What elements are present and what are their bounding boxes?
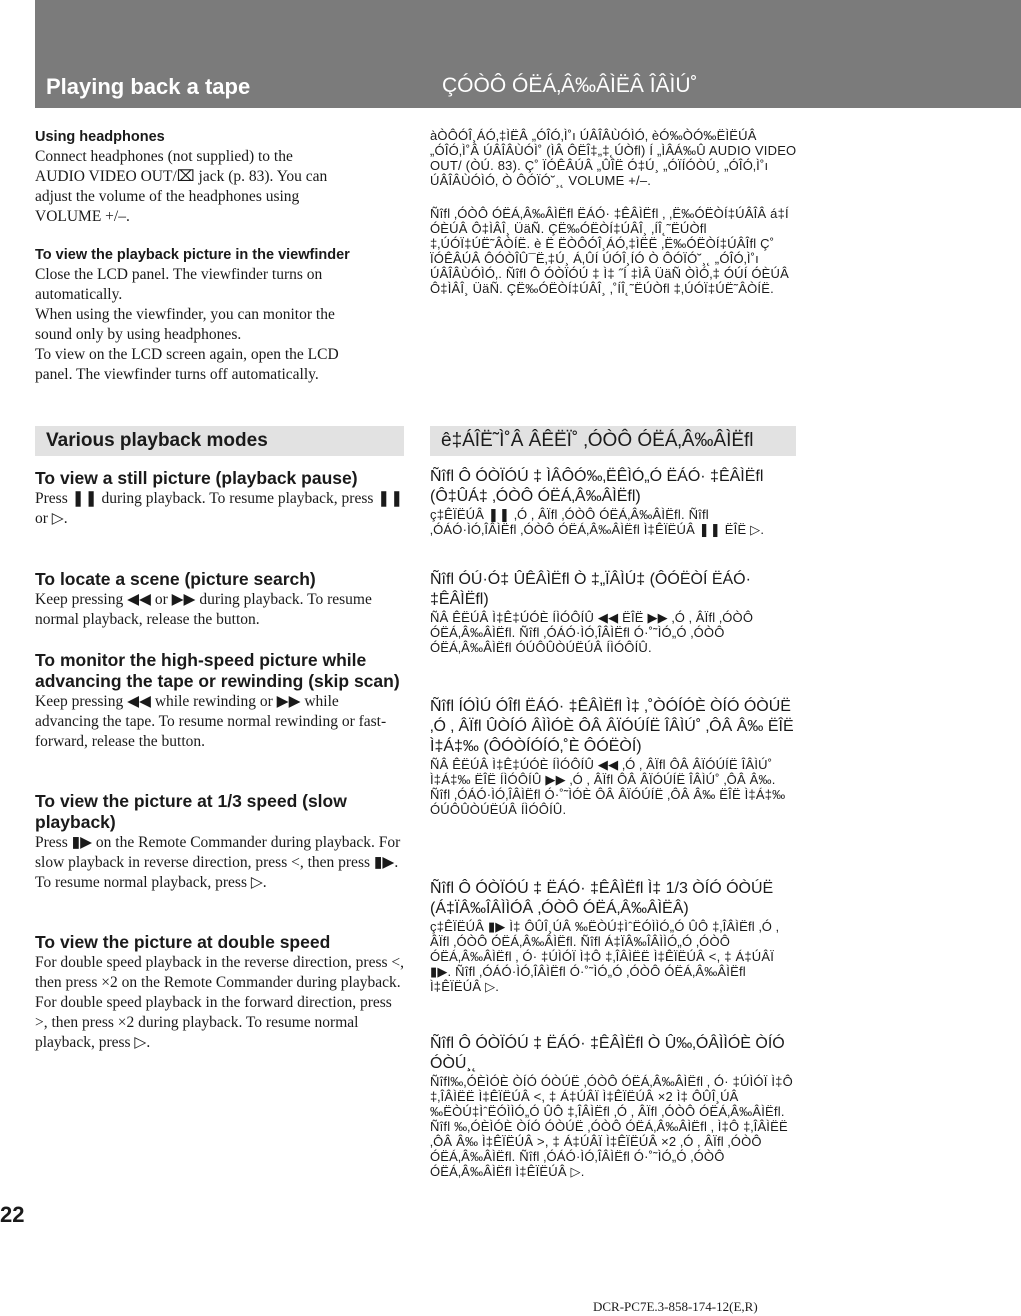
- viewfinder-line: automatically.: [35, 286, 123, 303]
- mode-still-ru: [430, 467, 796, 537]
- headphones-text-ru: àÒÔÓÎ¸ÁÓ‚‡ÌËÂ „ÓÎÓ‚Ì˚ı ÚÂÎÂÙÓÌÓ‚ èÓ‰ÒÓ‰ËÌËÚÂ „ÓÎÓ‚Ì˚Â ÚÂÎÂÙÓÌ˚ (ÌÂ ÔËÎ‡„‡˛ÚÒfl) Í „ÌÂÁ‰Û AUDIO VIDEO OUT/ (ÒÚ. 83). Ç˚ ÏÓÊÂÚÂ „ÛÎË Ó‡Ú¸ „ÓÏÍÓÒÚ¸ „ÓÎÓ‚Ì˚ı ÚÂÎÂÙÓÌÓ‚ Ò ÔÓÏÓ˘¸˛ VOLUME +/–.: [430, 128, 797, 188]
- left-intro-column: [35, 128, 405, 385]
- viewfinder-line: Close the LCD panel. The viewfinder turns on: [35, 266, 323, 283]
- viewfinder-text-ru: Ñîfl ‚ÓÒÔ ÓËÁ‚Â‰ÂÌËfl ËÁÓ· ‡ÊÂÌËfl ‚ ‚Ë‰ÓËÒÍ‡ÚÂÎÂ á‡Í ÓÈÚÂ Ô‡ÌÂÎ¸ ÜäÑ. ÇË‰ÓËÒÍ‡ÚÂÎ¸ ‚ÍÎ˛˜ËÚÒfl ‡‚ÚÓÏ‡ÚË˜ÂÒÍË. è Ë ËÒÔÓÎ¸ÁÓ‚‡ÌËË ‚Ë‰ÓËÒÍ‡ÚÂÎfl Ç˚ ÏÓÊÂÚÂ ÔÓÒÎÛ¯Ë‚‡Ú¸ Á‚ÛÍ ÚÓÎ¸ÍÓ Ò ÔÓÏÓ˘¸˛ „ÓÎÓ‚Ì˚ı ÚÂÎÂÙÓÌÓ‚. Ñîfl Ô ÓÒÏÓÚ ‡ Ì‡ ˝Í ‡ÌÂ ÜäÑ ÒÌÓ‚‡ ÓÚÍ ÓÈÚÂ Ô‡ÌÂÎ¸ ÜäÑ. ÇË‰ÓËÒÍ‡ÚÂÎ¸ ‚˚ÍÎ˛˜ËÚÒfl ‡‚ÚÓÏ‡ÚË˜ÂÒÍË.: [430, 206, 789, 296]
- mode-double-en: [35, 932, 405, 1053]
- page-title-ru: ÇÓÒÔ ÓËÁ‚Â‰ÂÌËÂ ÎÂÌÚ˚: [442, 74, 698, 97]
- mode-title: To monitor the high-speed picture while advancing the tape or rewinding (skip scan): [35, 650, 400, 691]
- headphones-line: AUDIO VIDEO OUT/⌧ jack (p. 83). You can: [35, 168, 328, 185]
- page-number: 22: [0, 1202, 25, 1227]
- headphones-heading: Using headphones: [35, 129, 165, 145]
- mode-slow-en: [35, 791, 405, 893]
- mode-title-ru: Ñîfl Ô ÓÒÏÓÚ ‡ ËÁÓ· ‡ÊÂÌËfl Ì‡ 1/3 ÒÍÓ ÓÒÚË (Á‡ÏÂ‰ÎÂÌÌÓÂ ‚ÓÒÔ ÓËÁ‚Â‰ÂÌËÂ): [430, 880, 774, 917]
- mode-text-ru: ç‡ÊÏËÚÂ ❚❚ ‚Ó ‚ ÂÏfl ‚ÓÒÔ ÓËÁ‚Â‰ÂÌËfl. Ñîfl ‚ÓÁÓ·ÌÓ‚ÎÂÌËfl ‚ÓÒÔ ÓËÁ‚Â‰ÂÌËfl Ì‡ÊÏËÚÂ ❚❚ ËÎË ▷.: [430, 507, 765, 537]
- mode-title: To view a still picture (playback pause): [35, 468, 358, 488]
- section-title-en: Various playback modes: [46, 430, 268, 451]
- viewfinder-line: When using the viewfinder, you can monitor the: [35, 306, 335, 323]
- mode-double-ru: [430, 1034, 796, 1179]
- mode-text: For double speed playback in the reverse direction, press <, then press ×2 on the Remote Commander during playback. For double speed playback in the forward direction, press >, then press ×2 during playback. To resume normal playback, press ▷.: [35, 954, 405, 1051]
- viewfinder-line: To view on the LCD screen again, open the LCD: [35, 346, 339, 363]
- headphones-line: Connect headphones (not supplied) to the: [35, 148, 293, 165]
- mode-text: Keep pressing ◀◀ while rewinding or ▶▶ while advancing the tape. To resume normal rewinding or fast-forward, release the button.: [35, 693, 387, 750]
- section-bar-en: [35, 426, 404, 456]
- mode-title-ru: Ñîfl ÓÚ·Ó‡ ÛÊÂÌËfl Ò ‡„ÏÂÌÚ‡ (ÔÓËÒÍ ËÁÓ· ‡ÊÂÌËfl): [430, 571, 751, 608]
- right-intro-column: [430, 128, 798, 296]
- headphones-line: VOLUME +/–.: [35, 208, 130, 225]
- mode-title: To view the picture at 1/3 speed (slow playback): [35, 791, 347, 832]
- mode-title: To locate a scene (picture search): [35, 569, 316, 589]
- viewfinder-line: panel. The viewfinder turns off automatically.: [35, 366, 319, 383]
- mode-slow-ru: [430, 879, 796, 994]
- section-title-ru: ê‡ÁÎË˜Ì˚Â ÂÊËÏ˚ ‚ÓÒÔ ÓËÁ‚Â‰ÂÌËfl: [441, 430, 754, 451]
- mode-search-en: [35, 569, 405, 630]
- mode-skip-scan-en: [35, 650, 405, 752]
- headphones-line: adjust the volume of the headphones using: [35, 188, 300, 205]
- viewfinder-text: [35, 265, 405, 385]
- mode-still-en: [35, 468, 405, 529]
- viewfinder-line: sound only by using headphones.: [35, 326, 242, 343]
- mode-text-ru: ÑÂ ÊËÚÂ Ì‡Ê‡ÚÓÈ ÍÌÓÔÍÛ ◀◀ ËÎË ▶▶ ‚Ó ‚ ÂÏfl ‚ÓÒÔ ÓËÁ‚Â‰ÂÌËfl. Ñîfl ‚ÓÁÓ·ÌÓ‚ÎÂÌËfl Ó·˚˜ÌÓ„Ó ‚ÓÒÔ ÓËÁ‚Â‰ÂÌËfl ÓÚÔÛÒÚËÚÂ ÍÌÓÔÍÛ.: [430, 610, 754, 655]
- mode-search-ru: [430, 570, 796, 655]
- mode-title-ru: Ñîfl Ô ÓÒÏÓÚ ‡ ËÁÓ· ‡ÊÂÌËfl Ò Û‰‚ÓÂÌÌÓÈ ÒÍÓ ÓÒÚ¸˛: [430, 1035, 785, 1072]
- mode-skip-scan-ru: [430, 697, 796, 817]
- mode-text: Press ❚❚ during playback. To resume playback, press ❚❚ or ▷.: [35, 490, 404, 527]
- footer-model-code: DCR-PC7E.3-858-174-12(E,R): [593, 1299, 758, 1314]
- viewfinder-heading: To view the playback picture in the viewfinder: [35, 247, 350, 263]
- mode-text: Press ▮▶ on the Remote Commander during playback. For slow playback in reverse direction, press <, then press ▮▶. To resume normal playback, press ▷.: [35, 834, 401, 891]
- mode-title-ru: Ñîfl Ô ÓÒÏÓÚ ‡ ÌÂÔÓ‰‚ËÊÌÓ„Ó ËÁÓ· ‡ÊÂÌËfl (Ô‡ÛÁ‡ ‚ÓÒÔ ÓËÁ‚Â‰ÂÌËfl): [430, 468, 764, 505]
- headphones-text: [35, 147, 405, 227]
- mode-text-ru: Ñîfl‰‚ÓÈÌÓÈ ÒÍÓ ÓÒÚË ‚ÓÒÔ ÓËÁ‚Â‰ÂÌËfl ‚ Ó· ‡ÚÌÓÏ Ì‡Ô ‡‚ÎÂÌËË Ì‡ÊÏËÚÂ <, ‡ Á‡ÚÂÏ Ì‡ÊÏËÚÂ ×2 Ì‡ ÔÛÎ¸ÚÂ ‰ËÒÚ‡ÌˆËÓÌÌÓ„Ó ÛÔ ‡‚ÎÂÌËfl ‚Ó ‚ ÂÏfl ‚ÓÒÔ ÓËÁ‚Â‰ÂÌËfl. Ñîfl ‰‚ÓÈÌÓÈ ÒÍÓ ÓÒÚË ‚ÓÒÔ ÓËÁ‚Â‰ÂÌËfl ‚ Ì‡Ô ‡‚ÎÂÌËË ‚ÔÂ Â‰ Ì‡ÊÏËÚÂ >, ‡ Á‡ÚÂÏ Ì‡ÊÏËÚÂ ×2 ‚Ó ‚ ÂÏfl ‚ÓÒÔ ÓËÁ‚Â‰ÂÌËfl. Ñîfl ‚ÓÁÓ·ÌÓ‚ÎÂÌËfl Ó·˚˜ÌÓ„Ó ‚ÓÒÔ ÓËÁ‚Â‰ÂÌËfl Ì‡ÊÏËÚÂ ▷.: [430, 1074, 793, 1179]
- mode-title-ru: Ñîfl ÍÓÌÚ ÓÎfl ËÁÓ· ‡ÊÂÌËfl Ì‡ ‚˚ÒÓÍÓÈ ÒÍÓ ÓÒÚË ‚Ó ‚ ÂÏfl ÛÒÍÓ ÂÌÌÓÈ ÔÂ ÂÏÓÚÍË ÎÂÌÚ˚ ‚ÔÂ Â‰ ËÎË Ì‡Á‡‰ (ÔÓÒÍÓÍÓ‚˚È ÔÓËÒÍ): [430, 698, 794, 755]
- mode-title: To view the picture at double speed: [35, 932, 331, 952]
- mode-text-ru: ÑÂ ÊËÚÂ Ì‡Ê‡ÚÓÈ ÍÌÓÔÍÛ ◀◀ ‚Ó ‚ ÂÏfl ÔÂ ÂÏÓÚÍË ÎÂÌÚ˚ Ì‡Á‡‰ ËÎË ÍÌÓÔÍÛ ▶▶ ‚Ó ‚ ÂÏfl ÔÂ ÂÏÓÚÍË ÎÂÌÚ˚ ‚ÔÂ Â‰. Ñîfl ‚ÓÁÓ·ÌÓ‚ÎÂÌËfl Ó·˚˜ÌÓÈ ÔÂ ÂÏÓÚÍË ‚ÔÂ Â‰ ËÎË Ì‡Á‡‰ ÓÚÔÛÒÚËÚÂ ÍÌÓÔÍÛ.: [430, 757, 786, 817]
- mode-text-ru: ç‡ÊÏËÚÂ ▮▶ Ì‡ ÔÛÎ¸ÚÂ ‰ËÒÚ‡ÌˆËÓÌÌÓ„Ó ÛÔ ‡‚ÎÂÌËfl ‚Ó ‚ ÂÏfl ‚ÓÒÔ ÓËÁ‚Â‰ÂÌËfl. Ñîfl Á‡ÏÂ‰ÎÂÌÌÓ„Ó ‚ÓÒÔ ÓËÁ‚Â‰ÂÌËfl ‚ Ó· ‡ÚÌÓÏ Ì‡Ô ‡‚ÎÂÌËË Ì‡ÊÏËÚÂ <, ‡ Á‡ÚÂÏ ▮▶. Ñîfl ‚ÓÁÓ·ÌÓ‚ÎÂÌËfl Ó·˚˜ÌÓ„Ó ‚ÓÒÔ ÓËÁ‚Â‰ÂÌËfl Ì‡ÊÏËÚÂ ▷.: [430, 919, 780, 994]
- mode-text: Keep pressing ◀◀ or ▶▶ during playback. To resume normal playback, release the button.: [35, 591, 372, 628]
- section-bar-ru: [430, 426, 796, 456]
- page-title-en: Playing back a tape: [46, 74, 251, 99]
